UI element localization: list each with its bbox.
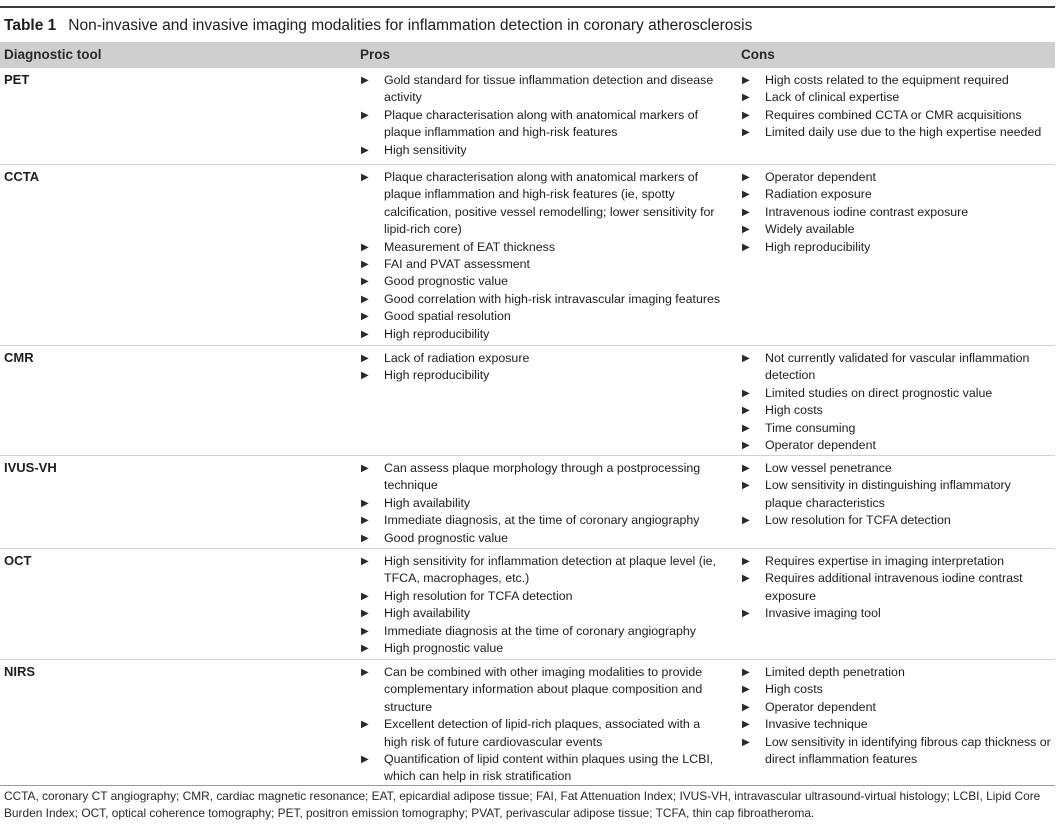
table-row-nirs (0, 660, 1055, 786)
cons-item: ▶ Operator dependent (741, 169, 1051, 186)
table-row-cmr (0, 346, 1055, 456)
cons-item: ▶ Operator dependent (741, 437, 1051, 454)
bullet-arrow-icon: ▶ (361, 643, 369, 655)
bullet-arrow-icon: ▶ (742, 736, 750, 748)
pros-item: ▶ Plaque characterisation along with anatomical markers of plaque inflammation and high-risk features (ie, spotty calcification, positive vessel remodelling; lower sensitivity for lipid-rich core) (361, 170, 715, 237)
bullet-arrow-icon: ▶ (361, 75, 369, 86)
cons-item: ▶ Low sensitivity in distinguishing inflammatory plaque characteristics (742, 478, 1011, 510)
cons-list (741, 460, 1051, 530)
cons-item: ▶ Requires expertise in imaging interpretation (741, 553, 1051, 570)
cons-item: ▶ Limited daily use due to the high expertise needed (741, 124, 1051, 141)
pros-list (360, 169, 726, 343)
pros-item: ▶ High resolution for TCFA detection (360, 588, 726, 605)
bullet-arrow-icon: ▶ (361, 515, 369, 527)
bullet-arrow-icon: ▶ (361, 625, 369, 637)
bullet-arrow-icon: ▶ (361, 172, 369, 183)
bullet-arrow-icon: ▶ (742, 719, 750, 731)
cons-item: ▶ High costs related to the equipment required (741, 72, 1051, 89)
cons-list (741, 72, 1051, 142)
tool-name: PET (4, 72, 30, 87)
bullet-arrow-icon: ▶ (361, 590, 369, 602)
pros-item: ▶ High reproducibility (360, 326, 726, 343)
bullet-arrow-icon: ▶ (742, 608, 750, 620)
header-cons: Cons (741, 47, 775, 62)
bullet-arrow-icon: ▶ (361, 719, 369, 731)
tool-name: CMR (4, 350, 34, 365)
cons-item: ▶ High costs (741, 402, 1051, 419)
cons-item: ▶ Limited depth penetration (741, 664, 1051, 681)
cons-item: ▶ Operator dependent (741, 699, 1051, 716)
cons-item: ▶ Invasive imaging tool (741, 605, 1051, 622)
bullet-arrow-icon: ▶ (742, 422, 750, 434)
bullet-arrow-icon: ▶ (361, 241, 369, 253)
pros-item: ▶ Good correlation with high-risk intravascular imaging features (360, 291, 726, 308)
pros-list (360, 664, 726, 786)
cons-item: ▶ Low sensitivity in identifying fibrous cap thickness or direct inflammation features (742, 734, 1051, 767)
table-title (4, 17, 752, 35)
pros-item: ▶ Good prognostic value (360, 273, 726, 290)
pros-item: ▶ Plaque characterisation along with anatomical markers of plaque inflammation and high-risk features (361, 107, 699, 140)
bullet-arrow-icon: ▶ (742, 556, 750, 567)
pros-item: ▶ Good spatial resolution (360, 308, 726, 325)
pros-item: ▶ High availability (360, 605, 726, 622)
table-row-ivus-vh (0, 456, 1055, 549)
bullet-arrow-icon: ▶ (742, 405, 750, 417)
cons-item: ▶ High costs (741, 681, 1051, 698)
cons-item: ▶ Requires combined CCTA or CMR acquisitions (741, 107, 1051, 124)
cons-item: ▶ Low resolution for TCFA detection (741, 512, 1051, 529)
bullet-arrow-icon: ▶ (742, 515, 750, 527)
bullet-arrow-icon: ▶ (742, 684, 750, 696)
tool-name: CCTA (4, 169, 40, 184)
bullet-arrow-icon: ▶ (361, 754, 369, 766)
pros-list (360, 553, 726, 657)
cons-item: ▶ Time consuming (741, 420, 1051, 437)
table-row-pet (0, 68, 1055, 165)
bullet-arrow-icon: ▶ (361, 293, 369, 305)
pros-list (360, 350, 726, 385)
bullet-arrow-icon: ▶ (742, 172, 750, 183)
cons-item: ▶ High reproducibility (741, 239, 1051, 256)
pros-item: ▶ Lack of radiation exposure (360, 350, 726, 367)
header-diagnostic-tool: Diagnostic tool (4, 47, 102, 62)
pros-item: ▶ High availability (360, 495, 726, 512)
pros-list (360, 460, 726, 547)
bullet-arrow-icon: ▶ (742, 480, 750, 492)
bullet-arrow-icon: ▶ (742, 701, 750, 713)
pros-item: ▶ High sensitivity (360, 142, 726, 159)
bullet-arrow-icon: ▶ (742, 75, 750, 86)
cons-list (741, 664, 1051, 768)
header-pros: Pros (360, 47, 391, 62)
bullet-arrow-icon: ▶ (742, 189, 750, 201)
cons-item: ▶ Widely available (741, 221, 1051, 238)
pros-item: ▶ High sensitivity for inflammation detection at plaque level (ie, TFCA, macrophages, etc.) (361, 554, 716, 586)
cons-item: ▶ Limited studies on direct prognostic value (741, 385, 1051, 402)
bullet-arrow-icon: ▶ (742, 109, 750, 121)
cons-item: ▶ Requires additional intravenous iodine contrast exposure (742, 571, 1023, 603)
bullet-arrow-icon: ▶ (742, 463, 750, 474)
bullet-arrow-icon: ▶ (742, 440, 750, 452)
pros-item: ▶ Good prognostic value (360, 530, 726, 547)
bullet-arrow-icon: ▶ (742, 573, 750, 585)
cons-item: ▶ Intravenous iodine contrast exposure (741, 204, 1051, 221)
bullet-arrow-icon: ▶ (361, 608, 369, 620)
cons-list (741, 553, 1051, 623)
table-footnote: CCTA, coronary CT angiography; CMR, cardiac magnetic resonance; EAT, epicardial adipose tissue; FAI, Fat Attenuation Index; IVUS-VH, intravascular ultrasound-virtual histology; LCBI, Lipid Core Burden Index; OCT, optical coherence tomography; PET, positron emission tomography; PVAT, perivascular adipose tissue; TCFA, thin cap fibroatheroma. (4, 789, 1041, 820)
pros-item: ▶ Quantification of lipid content within plaques using the LCBI, which can help in risk stratification (361, 752, 714, 784)
pros-item: ▶ Measurement of EAT thickness (360, 239, 726, 256)
bullet-arrow-icon: ▶ (361, 109, 369, 121)
bullet-arrow-icon: ▶ (742, 241, 750, 253)
pros-item: ▶ Can assess plaque morphology through a postprocessing technique (361, 461, 701, 493)
bullet-arrow-icon: ▶ (361, 144, 369, 156)
bullet-arrow-icon: ▶ (361, 328, 369, 340)
cons-item: ▶ Radiation exposure (741, 186, 1051, 203)
table-caption: Non-invasive and invasive imaging modalities for inflammation detection in coronary atherosclerosis (68, 17, 753, 34)
table-row-ccta (0, 165, 1055, 346)
pros-item: ▶ High reproducibility (360, 367, 726, 384)
cons-item: ▶ Not currently validated for vascular inflammation detection (742, 351, 1030, 383)
bullet-arrow-icon: ▶ (742, 224, 750, 236)
cons-list (741, 350, 1051, 454)
table-number: Table 1 (4, 17, 57, 34)
pros-item: ▶ Excellent detection of lipid-rich plaques, associated with a high risk of future cardiovascular events (361, 717, 701, 749)
bullet-arrow-icon: ▶ (361, 532, 369, 544)
cons-item: ▶ Low vessel penetrance (741, 460, 1051, 477)
bullet-arrow-icon: ▶ (361, 311, 369, 323)
bullet-arrow-icon: ▶ (361, 556, 369, 567)
bullet-arrow-icon: ▶ (361, 276, 369, 288)
bullet-arrow-icon: ▶ (742, 353, 750, 364)
bullet-arrow-icon: ▶ (361, 370, 369, 382)
pros-item: ▶ FAI and PVAT assessment (360, 256, 726, 273)
bullet-arrow-icon: ▶ (361, 667, 369, 678)
cons-list (741, 169, 1051, 256)
bullet-arrow-icon: ▶ (361, 259, 369, 271)
tool-name: NIRS (4, 664, 36, 679)
cons-item: ▶ Invasive technique (741, 716, 1051, 733)
table-row-oct (0, 549, 1055, 660)
bullet-arrow-icon: ▶ (742, 387, 750, 399)
tool-name: IVUS-VH (4, 460, 57, 475)
bullet-arrow-icon: ▶ (742, 667, 750, 678)
table-title-bar (0, 6, 1055, 42)
pros-list (360, 72, 726, 159)
bullet-arrow-icon: ▶ (361, 353, 369, 364)
bullet-arrow-icon: ▶ (361, 463, 369, 474)
bullet-arrow-icon: ▶ (361, 497, 369, 509)
table-header (0, 42, 1055, 68)
pros-item: ▶ High prognostic value (360, 640, 726, 657)
tool-name: OCT (4, 553, 32, 568)
pros-item: ▶ Gold standard for tissue inflammation detection and disease activity (361, 73, 714, 105)
bullet-arrow-icon: ▶ (742, 127, 750, 139)
pros-item: ▶ Can be combined with other imaging modalities to provide complementary information about plaque composition and structure (361, 665, 703, 714)
bullet-arrow-icon: ▶ (742, 206, 750, 218)
pros-item: ▶ Immediate diagnosis at the time of coronary angiography (360, 623, 726, 640)
cons-item: ▶ Lack of clinical expertise (741, 89, 1051, 106)
bullet-arrow-icon: ▶ (742, 92, 750, 104)
pros-item: ▶ Immediate diagnosis, at the time of coronary angiography (360, 512, 726, 529)
